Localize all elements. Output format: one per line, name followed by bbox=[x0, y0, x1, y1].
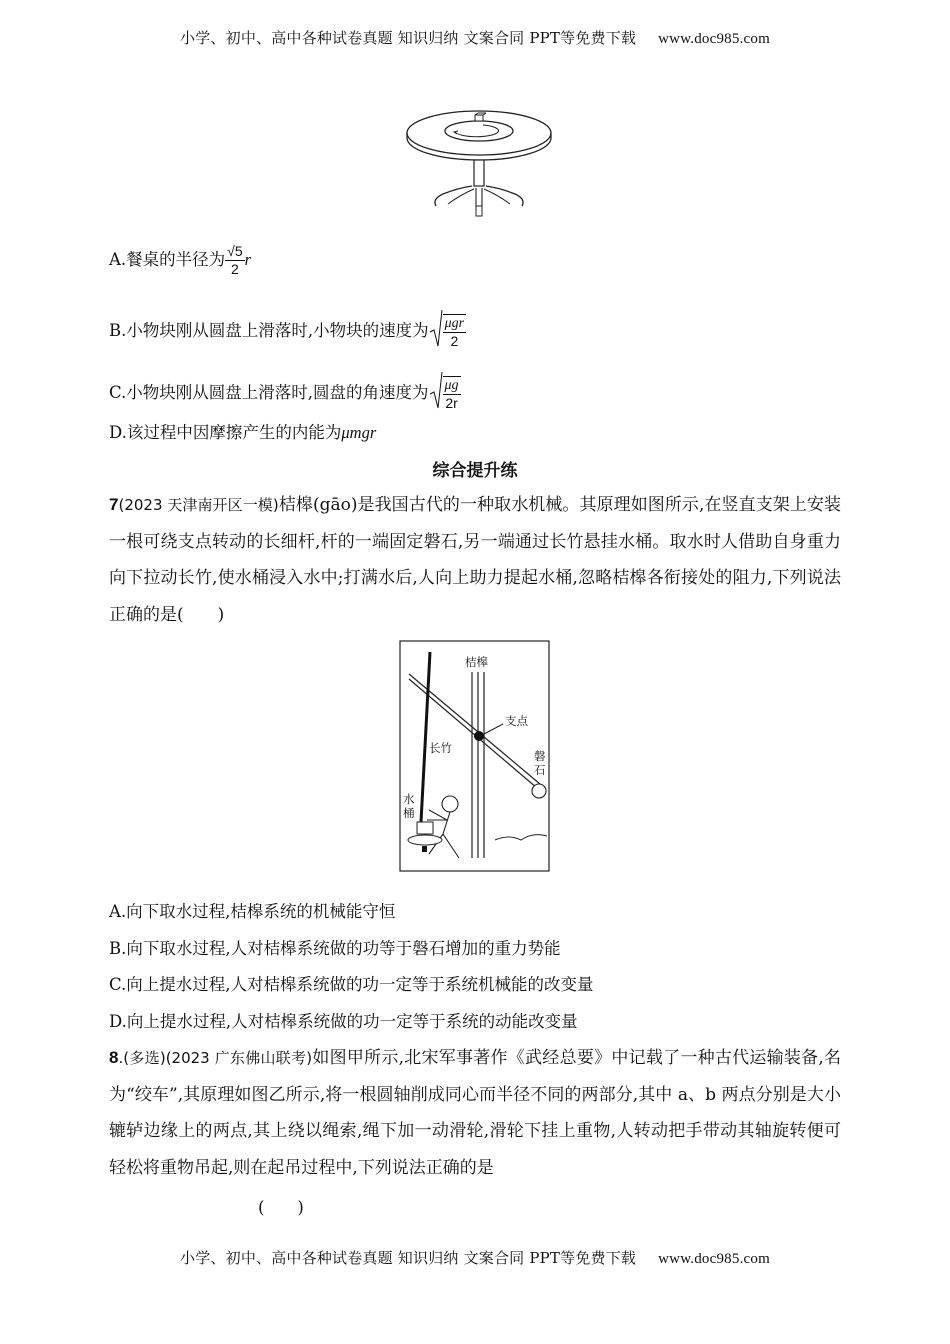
q7-stem: 桔槔(gāo)是我国古代的一种取水机械。其原理如图所示,在竖直支架上安装一根可绕支点转动的长细杆,杆的一端固定磐石,另一端通过长竹悬挂水桶。取水时人借助自身重力向下拉动长竹,使水桶浸入水中;打满水后,人向上助力提起水桶,忽略桔槔各衔接处的阻力,下列说法正确的是( ) bbox=[109, 495, 842, 625]
q7-option-b[interactable]: B.向下取水过程,人对桔槔系统做的功等于磐石增加的重力势能 bbox=[109, 939, 561, 958]
footer-url[interactable]: www.doc985.com bbox=[658, 1251, 770, 1267]
round-table-figure bbox=[398, 100, 560, 224]
page-footer bbox=[0, 1247, 950, 1268]
header-url[interactable]: www.doc985.com bbox=[658, 31, 770, 47]
label-bamboo: 长竹 bbox=[429, 741, 452, 755]
label-stone-2: 石 bbox=[534, 763, 546, 777]
q6-option-d[interactable]: D.该过程中因摩擦产生的内能为μmgr bbox=[109, 423, 377, 442]
fraction-radius: $\frac{√5}{2}$ bbox=[227, 243, 243, 277]
q7-option-d[interactable]: D.向上提水过程,人对桔槔系统做的功一定等于系统的动能改变量 bbox=[109, 1012, 578, 1031]
section-title: 综合提升练 bbox=[432, 461, 518, 481]
shadoof-figure bbox=[399, 640, 550, 872]
footer-text: 小学、初中、高中各种试卷真题 知识归纳 文案合同 PPT等免费下载 bbox=[180, 1249, 637, 1267]
q7-option-a[interactable]: A.向下取水过程,桔槔系统的机械能守恒 bbox=[109, 902, 396, 921]
q6-option-c[interactable]: C.小物块刚从圆盘上滑落时,圆盘的角速度为 $\frac{\mu g}{2r}$ bbox=[109, 370, 461, 417]
q8-answer-blank[interactable]: ( ) bbox=[258, 1198, 304, 1217]
fraction-angular-velocity: $\frac{\mu g}{2r}$ bbox=[444, 377, 459, 411]
question-7 bbox=[109, 487, 841, 633]
label-pivot: 支点 bbox=[505, 714, 528, 728]
sqrt-symbol bbox=[429, 370, 443, 417]
q7-option-c[interactable]: C.向上提水过程,人对桔槔系统做的功一定等于系统机械能的改变量 bbox=[109, 975, 594, 994]
label-title: 桔槔 bbox=[465, 655, 488, 669]
page-header bbox=[0, 27, 950, 48]
q8-stem: 如图甲所示,北宋军事著作《武经总要》中记载了一种古代运输装备,名为“绞车”,其原理如图乙所示,将一根圆轴削成同心而半径不同的两部分,其中 a、b 两点分别是大小辘轳边缘上的两点,其上绕以绳索,绳下加一动滑轮,滑轮下挂上重物,人转动把手带动其轴旋转便可轻松将重物吊起,则在起吊过程中,下列说法正确的是 bbox=[109, 1048, 842, 1178]
q6-option-b[interactable]: B.小物块刚从圆盘上滑落时,小物块的速度为 $\frac{\text{μgr}}{2}$ bbox=[109, 308, 466, 355]
variable-r: r bbox=[244, 250, 252, 269]
q6-option-a[interactable]: A.餐桌的半径为 $\frac{√5}{2}$ r bbox=[109, 243, 252, 277]
label-bucket-1: 水 bbox=[403, 792, 415, 806]
sqrt-symbol bbox=[429, 308, 443, 355]
question-8 bbox=[109, 1040, 841, 1186]
header-text: 小学、初中、高中各种试卷真题 知识归纳 文案合同 PPT等免费下载 bbox=[180, 29, 637, 47]
label-stone-1: 磐 bbox=[534, 749, 546, 763]
q7-number: 7 bbox=[109, 495, 119, 514]
q7-source: (2023 天津南开区一模) bbox=[118, 496, 279, 514]
q8-number: 8 bbox=[109, 1048, 119, 1067]
fraction-velocity: $\frac{\text{μgr}}{2}$ bbox=[444, 315, 465, 349]
label-bucket-2: 桶 bbox=[403, 806, 415, 820]
q8-source: .(多选)(2023 广东佛山联考) bbox=[118, 1049, 313, 1067]
